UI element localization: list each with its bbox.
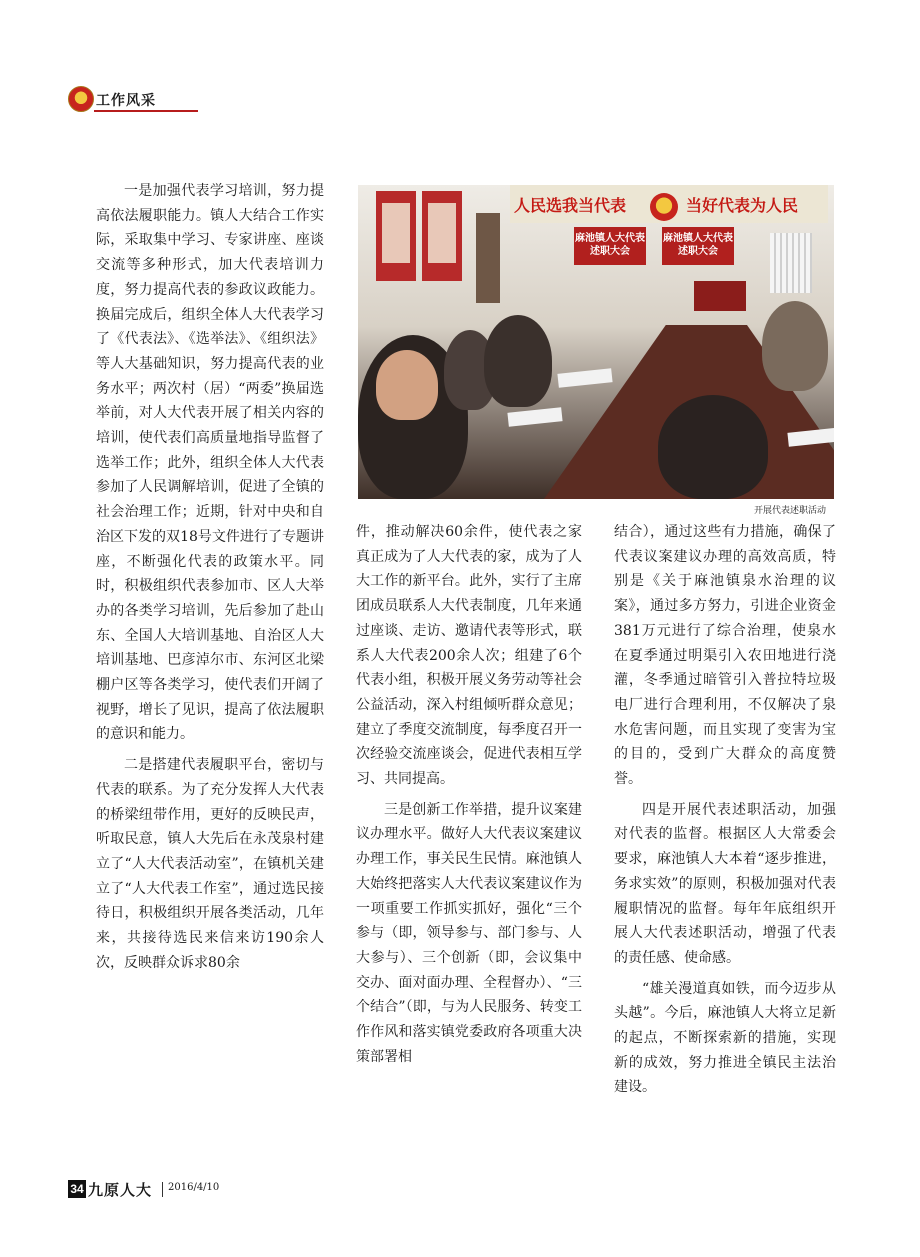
- wall-poster: [376, 191, 416, 281]
- attendee: [658, 395, 768, 499]
- page-number: 34: [68, 1180, 86, 1198]
- column-1: [96, 179, 324, 976]
- magazine-name: 九原人大: [88, 1181, 153, 1199]
- paragraph: [96, 179, 324, 747]
- section-title: 工作风采: [96, 93, 156, 109]
- paragraph-lead: 二是搭建代表履职平台，密切与代表的联系。: [96, 757, 324, 798]
- paragraph-body: 做好人大代表议案建议办理工作，事关民生民情。麻池镇人大始终把落实人大代表议案建议作为一项重要工作抓实抓好，强化“三个参与（即，领导参与、部门参与、人大参与）、三个创新（即，会议集中交办、面对面办理、全程督办）、“三个结合”（即，与为人民服务、转变工作作风和落实镇党委政府各项重大决策部署相: [356, 826, 583, 1065]
- header-rule: [94, 110, 198, 112]
- door: [476, 213, 500, 303]
- issue-date: 2016/4/10: [168, 1182, 220, 1193]
- paragraph-body: 镇人大结合工作实际，采取集中学习、专家讲座、座谈交流等多种形式，加大代表培训力度，努力提高代表的参政议政能力。换届完成后，组织全体人大代表学习了《代表法》、《选举法》、《组织法》等人大基础知识，努力提高代表的业务水平；两次村（居）“两委”换届选举前，对人大代表开展了相关内容的培训，使代表们高质量地指导监督了选举工作；此外，组织全体人大代表参加了人民调解培训，促进了全镇的社会治理工作；近期，针对中央和自治区下发的双18号文件进行了专题讲座，不断强化代表的政策水平。同时，积极组织代表参加市、区人大举办的各类学习培训，先后参加了赴山东、全国人大培训基地、自治区人大培训基地、巴彦淖尔市、东河区北梁棚户区等各类学习，使代表们开阔了视野，增长了见识，提高了依法履职的意识和能力。: [96, 207, 325, 743]
- red-board-left: 麻池镇人大代表述职大会: [574, 227, 646, 265]
- page-footer: [68, 1180, 268, 1200]
- document: [507, 407, 562, 427]
- section-header: [68, 86, 198, 112]
- column-2: [356, 520, 582, 1069]
- photo-banner: [510, 185, 828, 223]
- banner-right-text: 当好代表为人民: [686, 196, 799, 215]
- paragraph: [614, 798, 836, 971]
- paragraph-lead: 四是开展代表述职活动，加强对代表的监督。: [614, 801, 836, 843]
- paragraph: [356, 798, 582, 1070]
- attendee-face: [376, 350, 438, 420]
- emblem-icon: [650, 193, 678, 221]
- radiator: [770, 233, 812, 293]
- photo-caption: 开展代表述职活动: [754, 506, 827, 516]
- paragraph: 件，推动解决60余件，使代表之家真正成为了人大代表的家，成为了人大工作的新平台。此外，实行了主席团成员联系人大代表制度，几年来通过座谈、走访、邀请代表等形式，联系人大代表200余人次；组建了6个代表小组，积极开展义务劳动等社会公益活动，深入村组倾听群众意见；建立了季度交流制度，每季度召开一次经验交流座谈会，促进代表相互学习、共同提高。: [356, 524, 582, 788]
- wall-poster: [422, 191, 462, 281]
- paragraph-lead: 一是加强代表学习培训，努力提高依法履职能力。: [96, 183, 324, 224]
- footer-divider: [162, 1182, 163, 1197]
- podium: [694, 281, 746, 311]
- banner-left-text: 人民选我当代表: [514, 196, 627, 215]
- paragraph: “雄关漫道真如铁，而今迈步从头越”。今后，麻池镇人大将立足新的起点，不断探索新的措施，实现新的成效，努力推进全镇民主法治建设。: [614, 980, 836, 1096]
- document: [557, 368, 612, 388]
- paragraph-lead: 三是创新工作举措，提升议案建议办理水平。: [356, 801, 582, 843]
- paragraph-body: 根据区人大常委会要求，麻池镇人大本着“逐步推进，务求实效”的原则，积极加强对代表履职情况的监督。每年年底组织开展人大代表述职活动，增强了代表的责任感、使命感。: [614, 826, 836, 966]
- meeting-photo: [358, 185, 834, 499]
- national-emblem-icon: [68, 86, 94, 112]
- attendee: [762, 301, 828, 391]
- red-board-right: 麻池镇人大代表述职大会: [662, 227, 734, 265]
- attendee: [484, 315, 552, 407]
- paragraph: 结合），通过这些有力措施，确保了代表议案建议办理的高效高质，特别是《关于麻池镇泉水治理的议案》，通过多方努力，引进企业资金381万元进行了综合治理，使泉水在夏季通过明渠引入农田地进行浇灌，冬季通过暗管引入普拉特垃圾电厂进行合理利用，不仅解决了泉水危害问题，而且实现了变害为宝的目的，受到广大群众的高度赞誉。: [614, 524, 836, 788]
- paragraph: [96, 753, 324, 975]
- column-3: [614, 520, 836, 1100]
- paragraph-body: 为了充分发挥人大代表的桥梁纽带作用，更好的反映民声，听取民意，镇人大先后在永茂泉村建立了“人大代表活动室”，在镇机关建立了“人大代表工作室”，通过选民接待日，积极组织开展各类活动，几年来，共接待选民来信来访190余人次，反映群众诉求80余: [96, 781, 325, 971]
